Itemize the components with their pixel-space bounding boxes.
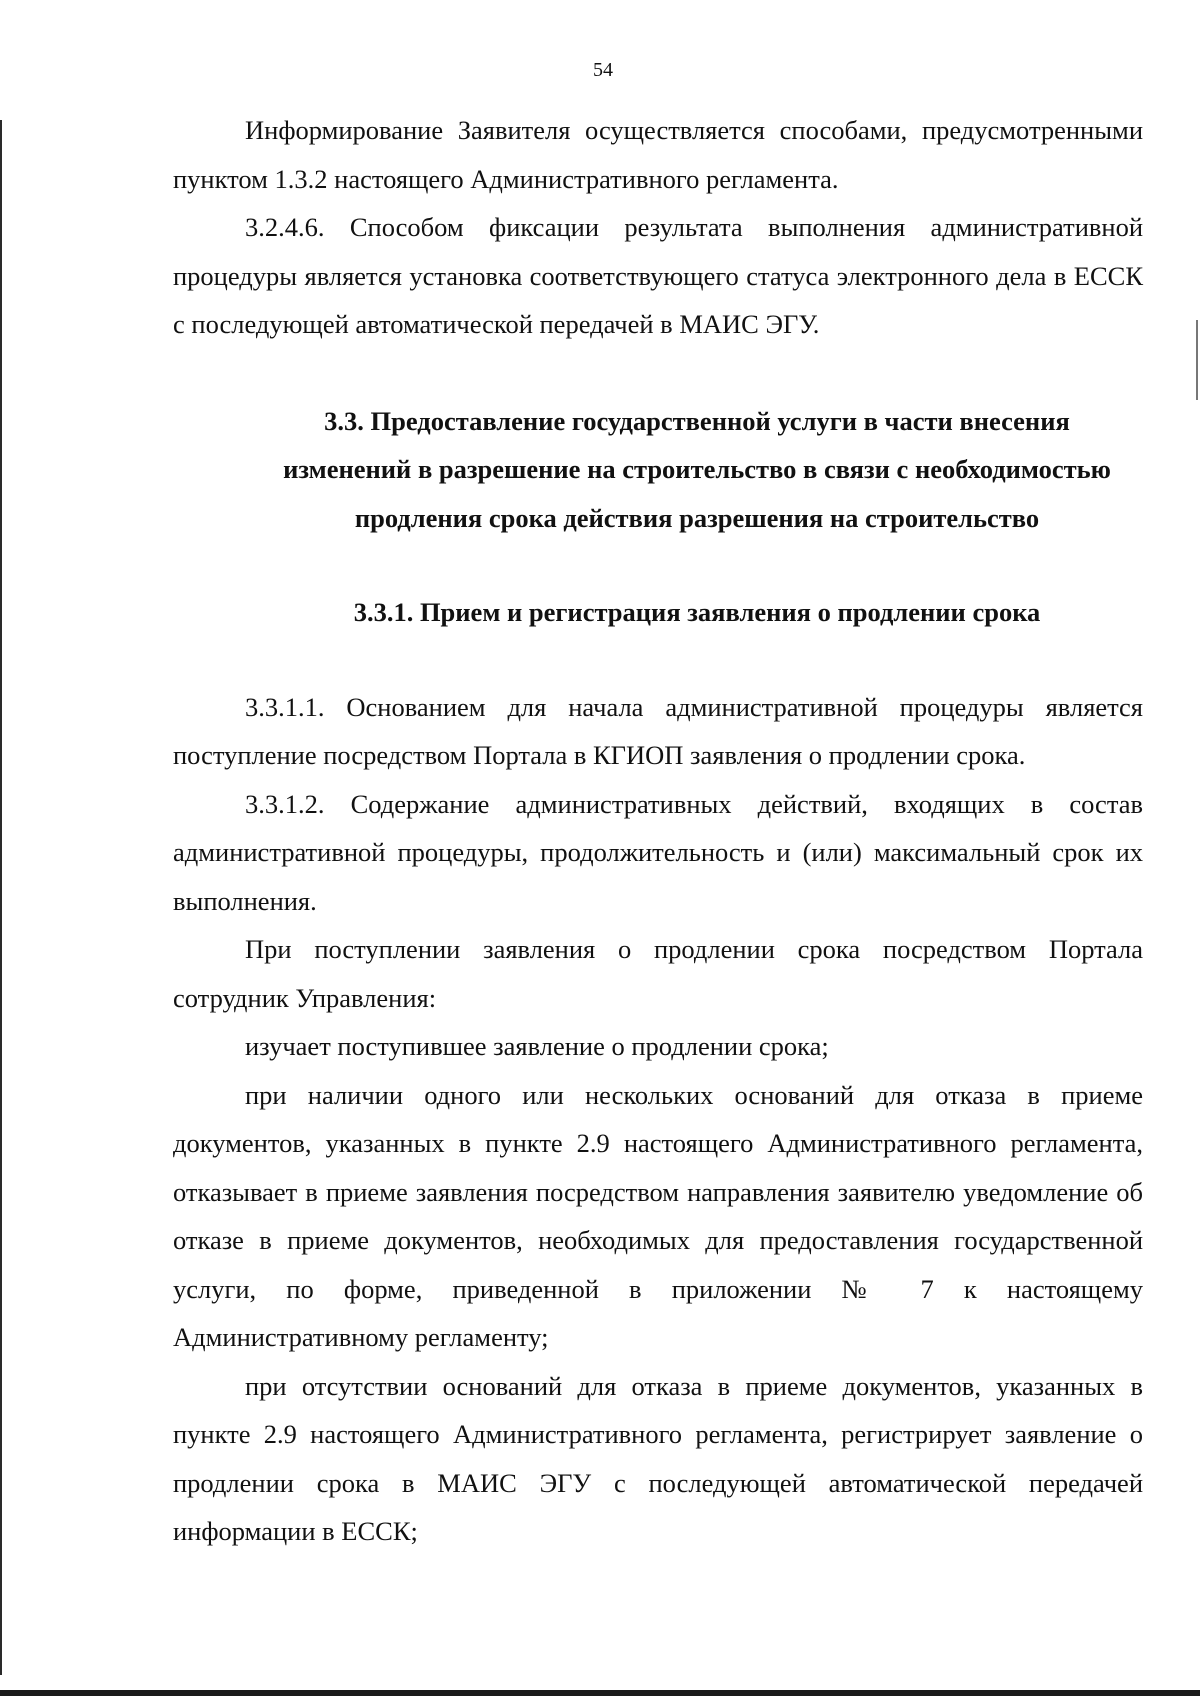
paragraph-3-3-1-2: 3.3.1.2. Содержание административных действий, входящих в состав административной процедуры, продолжительность и (или) максимальный срок их выполнения. [173,788,1143,916]
page-number: 54 [593,59,613,81]
scan-right-mark [1196,320,1198,400]
document-page [173,0,1143,1680]
paragraph-refusal: при наличии одного или нескольких оснований для отказа в приеме документов, указанных в пункте 2.9 настоящего Административного регламента, отказывает в приеме заявления посредством направления заявителю уведомление об отказе в приеме документов, необходимых для предоставления государственной услуги, по форме, приведенной в приложении № 7 к настоящему Административному регламенту; [173,1079,1143,1352]
section-heading-line: продления срока действия разрешения на строительство [354,502,1040,533]
document-body [173,106,1143,1556]
section-heading-line: изменений в разрешение на строительство в связи с необходимостью [283,454,1111,484]
section-heading-line: 3.3. Предоставление государственной услуги в части внесения [324,405,1070,436]
subsection-heading-3-3-1: 3.3.1. Прием и регистрация заявления о продлении срока [353,597,1041,627]
paragraph-3-3-1-1: 3.3.1.1. Основанием для начала административной процедуры является поступление посредством Портала в КГИОП заявления о продлении срока. [173,691,1143,770]
paragraph-studies: изучает поступившее заявление о продлении срока; [245,1031,829,1061]
scan-bottom-border [0,1690,1200,1696]
section-heading-3-3 [173,397,1143,543]
paragraph-registration: при отсутствии оснований для отказа в приеме документов, указанных в пункте 2.9 настоящего Административного регламента, регистрирует заявление о продлении срока в МАИС ЭГУ с последующей автоматической передачей информации в ЕССК; [173,1370,1143,1546]
scan-left-border [0,120,2,1675]
paragraph-receipt: При поступлении заявления о продлении срока посредством Портала сотрудник Управления: [173,934,1143,1013]
paragraph-informing: Информирование Заявителя осуществляется способами, предусмотренными пунктом 1.3.2 настоящего Административного регламента. [173,115,1143,194]
paragraph-3-2-4-6: 3.2.4.6. Способом фиксации результата выполнения административной процедуры является установка соответствующего статуса электронного дела в ЕССК с последующей автоматической передачей в МАИС ЭГУ. [173,212,1143,339]
